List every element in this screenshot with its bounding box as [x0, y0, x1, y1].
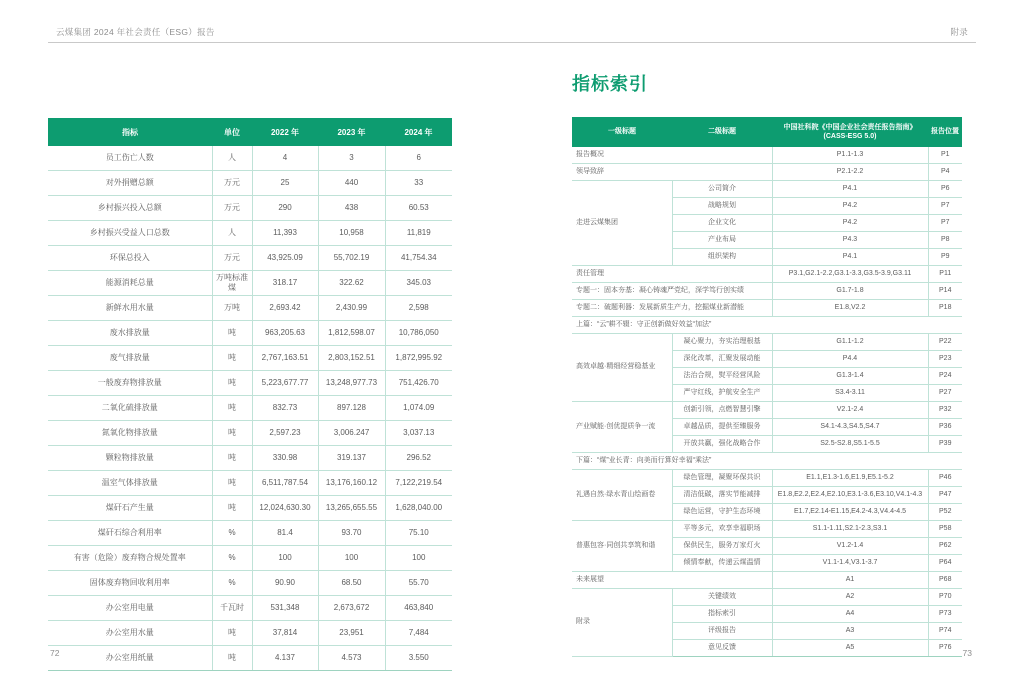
kpi-unit: 吨	[212, 446, 252, 471]
kpi-unit: 吨	[212, 421, 252, 446]
index-row	[572, 521, 962, 538]
kpi-value: 4.573	[318, 646, 385, 671]
kpi-row	[48, 546, 452, 571]
kpi-value: 897.128	[318, 396, 385, 421]
index-level2-title: 深化改革，汇聚发展动能	[672, 351, 772, 368]
index-cass-code: A4	[772, 606, 928, 623]
index-row	[572, 572, 962, 589]
index-report-position: P68	[928, 572, 962, 589]
index-report-position: P46	[928, 470, 962, 487]
index-level2-title: 公司简介	[672, 181, 772, 198]
index-report-position: P18	[928, 300, 962, 317]
kpi-indicator: 有害（危险）废弃物合规处置率	[48, 546, 212, 571]
index-row	[572, 266, 962, 283]
kpi-unit: %	[212, 521, 252, 546]
index-level2-title: 倾情奉献，传递云煤温情	[672, 555, 772, 572]
kpi-value: 12,024,630.30	[252, 496, 318, 521]
index-report-position: P58	[928, 521, 962, 538]
index-cass-code: G1.1-1.2	[772, 334, 928, 351]
kpi-value: 10,786,050	[385, 321, 452, 346]
kpi-row	[48, 621, 452, 646]
kpi-value: 531,348	[252, 596, 318, 621]
index-level2-title: 企业文化	[672, 215, 772, 232]
kpi-indicator: 颗粒物排放量	[48, 446, 212, 471]
section-label: 附录	[950, 27, 968, 37]
kpi-unit: 万元	[212, 196, 252, 221]
kpi-indicator: 员工伤亡人数	[48, 146, 212, 171]
index-level2-title: 严守红线，护航安全生产	[672, 385, 772, 402]
kpi-value: 75.10	[385, 521, 452, 546]
index-cass-code: V1.2-1.4	[772, 538, 928, 555]
kpi-unit: %	[212, 546, 252, 571]
kpi-value: 100	[252, 546, 318, 571]
index-report-position: P39	[928, 436, 962, 453]
index-report-position: P47	[928, 487, 962, 504]
kpi-unit: 千瓦时	[212, 596, 252, 621]
index-level1-title: 高效卓越·精细经营稳基业	[572, 334, 672, 402]
kpi-unit: 吨	[212, 621, 252, 646]
kpi-col-header: 2023 年	[318, 118, 385, 146]
kpi-value: 43,925.09	[252, 246, 318, 271]
index-cass-code: P1.1-1.3	[772, 147, 928, 164]
kpi-unit: 万元	[212, 246, 252, 271]
kpi-value: 3.550	[385, 646, 452, 671]
kpi-value: 93.70	[318, 521, 385, 546]
kpi-value: 81.4	[252, 521, 318, 546]
kpi-value: 4.137	[252, 646, 318, 671]
kpi-value: 11,393	[252, 221, 318, 246]
kpi-value: 2,598	[385, 296, 452, 321]
index-col-header: 报告位置	[928, 117, 962, 147]
index-level1-title: 走进云煤集团	[572, 181, 672, 266]
kpi-value: 100	[318, 546, 385, 571]
index-level1-title: 产业赋能·创优提质争一流	[572, 402, 672, 453]
kpi-row	[48, 171, 452, 196]
kpi-value: 6,511,787.54	[252, 471, 318, 496]
kpi-value: 13,265,655.55	[318, 496, 385, 521]
kpi-indicator: 废水排放量	[48, 321, 212, 346]
page-number-left: 72	[50, 648, 60, 658]
index-col-header: 一级标题	[572, 117, 672, 147]
index-level2-title: 评级报告	[672, 623, 772, 640]
index-report-position: P14	[928, 283, 962, 300]
kpi-value: 41,754.34	[385, 246, 452, 271]
kpi-value: 345.03	[385, 271, 452, 296]
kpi-value: 68.50	[318, 571, 385, 596]
index-report-position: P8	[928, 232, 962, 249]
index-level2-title: 绿色运营，守护生态环境	[672, 504, 772, 521]
kpi-unit: 吨	[212, 346, 252, 371]
index-report-position: P7	[928, 198, 962, 215]
index-level1-title: 未来展望	[572, 572, 772, 589]
index-report-position: P6	[928, 181, 962, 198]
index-level2-title: 清洁低碳，落实节能减排	[672, 487, 772, 504]
kpi-table	[48, 118, 452, 671]
kpi-value: 2,430.99	[318, 296, 385, 321]
kpi-value: 322.62	[318, 271, 385, 296]
index-report-position: P64	[928, 555, 962, 572]
index-level2-title: 凝心聚力，夯实治理根基	[672, 334, 772, 351]
kpi-row	[48, 396, 452, 421]
index-section-title: 指标索引	[572, 74, 648, 94]
kpi-row	[48, 521, 452, 546]
index-cass-code: A1	[772, 572, 928, 589]
kpi-value: 23,951	[318, 621, 385, 646]
index-level2-title: 指标索引	[672, 606, 772, 623]
kpi-indicator: 废气排放量	[48, 346, 212, 371]
index-level2-title: 保供民生，服务万家灯火	[672, 538, 772, 555]
index-report-position: P4	[928, 164, 962, 181]
index-cass-code: P4.2	[772, 198, 928, 215]
index-cass-code: E1.8,E2.2,E2.4,E2.10,E3.1-3.6,E3.10,V4.1-4.3	[772, 487, 928, 504]
kpi-value: 318.17	[252, 271, 318, 296]
header-rule	[48, 42, 976, 43]
index-report-position: P74	[928, 623, 962, 640]
kpi-value: 3,037.13	[385, 421, 452, 446]
kpi-value: 7,122,219.54	[385, 471, 452, 496]
kpi-row	[48, 271, 452, 296]
kpi-row	[48, 246, 452, 271]
kpi-indicator: 乡村振兴投入总额	[48, 196, 212, 221]
index-row	[572, 470, 962, 487]
index-col-header: 中国社科院《中国企业社会责任报告指南》 (CASS-ESG 5.0)	[772, 117, 928, 147]
kpi-indicator: 乡村振兴受益人口总数	[48, 221, 212, 246]
index-cass-code: A2	[772, 589, 928, 606]
kpi-row	[48, 496, 452, 521]
index-cass-code: P4.2	[772, 215, 928, 232]
index-report-position: P73	[928, 606, 962, 623]
index-report-position: P24	[928, 368, 962, 385]
kpi-indicator: 一般废弃物排放量	[48, 371, 212, 396]
kpi-row	[48, 471, 452, 496]
index-cass-code: P2.1-2.2	[772, 164, 928, 181]
index-level1-title: 责任管理	[572, 266, 772, 283]
kpi-value: 438	[318, 196, 385, 221]
kpi-row	[48, 321, 452, 346]
kpi-unit: 人	[212, 221, 252, 246]
kpi-row	[48, 196, 452, 221]
kpi-value: 3,006.247	[318, 421, 385, 446]
running-header	[48, 24, 976, 44]
index-level2-title: 关键绩效	[672, 589, 772, 606]
index-level2-title: 组织架构	[672, 249, 772, 266]
index-level1-title: 礼遇自然·绿水青山绘画卷	[572, 470, 672, 521]
kpi-table-header	[48, 118, 452, 146]
kpi-value: 33	[385, 171, 452, 196]
kpi-value: 296.52	[385, 446, 452, 471]
kpi-row	[48, 571, 452, 596]
index-cass-code: P4.4	[772, 351, 928, 368]
kpi-value: 60.53	[385, 196, 452, 221]
index-cass-code: S3.4-3.11	[772, 385, 928, 402]
kpi-value: 290	[252, 196, 318, 221]
kpi-indicator: 新鲜水用水量	[48, 296, 212, 321]
kpi-value: 4	[252, 146, 318, 171]
kpi-indicator: 对外捐赠总额	[48, 171, 212, 196]
kpi-value: 55,702.19	[318, 246, 385, 271]
index-row	[572, 164, 962, 181]
kpi-value: 37,814	[252, 621, 318, 646]
kpi-row	[48, 646, 452, 671]
index-cass-code: E1.7,E2.14-E1.15,E4.2-4.3,V4.4-4.5	[772, 504, 928, 521]
index-report-position: P62	[928, 538, 962, 555]
index-cass-code: A3	[772, 623, 928, 640]
index-part-title: 下篇：“煤”业长青：向美而行算好幸福“乘法”	[572, 453, 962, 470]
index-report-position: P52	[928, 504, 962, 521]
index-cass-code: P3.1,G2.1-2.2,G3.1-3.3,G3.5-3.9,G3.11	[772, 266, 928, 283]
index-cass-code: G1.3-1.4	[772, 368, 928, 385]
index-level1-title: 普惠包容·同创共享筑和谐	[572, 521, 672, 572]
kpi-unit: 吨	[212, 321, 252, 346]
kpi-unit: 人	[212, 146, 252, 171]
kpi-row	[48, 371, 452, 396]
kpi-value: 7,484	[385, 621, 452, 646]
kpi-indicator: 环保总投入	[48, 246, 212, 271]
kpi-value: 751,426.70	[385, 371, 452, 396]
kpi-value: 55.70	[385, 571, 452, 596]
kpi-indicator: 氮氧化物排放量	[48, 421, 212, 446]
index-cass-code: G1.7-1.8	[772, 283, 928, 300]
kpi-indicator: 温室气体排放量	[48, 471, 212, 496]
kpi-row	[48, 446, 452, 471]
index-report-position: P23	[928, 351, 962, 368]
index-cass-code: V2.1-2.4	[772, 402, 928, 419]
index-table-header	[572, 117, 962, 147]
index-report-position: P9	[928, 249, 962, 266]
index-cass-code: P4.1	[772, 249, 928, 266]
kpi-value: 25	[252, 171, 318, 196]
index-row	[572, 300, 962, 317]
kpi-indicator: 办公室用纸量	[48, 646, 212, 671]
index-report-position: P76	[928, 640, 962, 657]
index-level2-title: 产业布局	[672, 232, 772, 249]
index-row	[572, 334, 962, 351]
index-table	[572, 117, 962, 657]
index-level2-title: 法治合规，熨平经营风险	[672, 368, 772, 385]
kpi-value: 2,597.23	[252, 421, 318, 446]
index-report-position: P7	[928, 215, 962, 232]
index-row	[572, 589, 962, 606]
index-cass-code: V1.1-1.4,V3.1-3.7	[772, 555, 928, 572]
index-cass-code: S4.1-4.3,S4.5,S4.7	[772, 419, 928, 436]
kpi-value: 440	[318, 171, 385, 196]
index-row	[572, 317, 962, 334]
kpi-row	[48, 596, 452, 621]
page-number-right: 73	[962, 648, 972, 658]
kpi-value: 2,803,152.51	[318, 346, 385, 371]
kpi-indicator: 办公室用水量	[48, 621, 212, 646]
kpi-row	[48, 296, 452, 321]
index-level1-title: 专题二：破题利器：发展新质生产力，挖掘煤业新潜能	[572, 300, 772, 317]
kpi-unit: %	[212, 571, 252, 596]
kpi-value: 3	[318, 146, 385, 171]
kpi-unit: 吨	[212, 646, 252, 671]
index-level1-title: 报告概况	[572, 147, 772, 164]
index-level2-title: 平等多元，欢享幸福职场	[672, 521, 772, 538]
index-row	[572, 402, 962, 419]
kpi-indicator: 办公室用电量	[48, 596, 212, 621]
kpi-value: 1,628,040.00	[385, 496, 452, 521]
kpi-col-header: 2022 年	[252, 118, 318, 146]
kpi-value: 2,693.42	[252, 296, 318, 321]
index-row	[572, 181, 962, 198]
kpi-row	[48, 421, 452, 446]
kpi-unit: 万元	[212, 171, 252, 196]
kpi-col-header: 2024 年	[385, 118, 452, 146]
kpi-value: 963,205.63	[252, 321, 318, 346]
index-report-position: P22	[928, 334, 962, 351]
kpi-value: 1,872,995.92	[385, 346, 452, 371]
index-cass-code: A5	[772, 640, 928, 657]
index-cass-code: E1.8,V2.2	[772, 300, 928, 317]
kpi-row	[48, 221, 452, 246]
kpi-value: 100	[385, 546, 452, 571]
kpi-col-header: 单位	[212, 118, 252, 146]
index-level2-title: 卓越品质，提供至臻服务	[672, 419, 772, 436]
index-cass-code: P4.3	[772, 232, 928, 249]
kpi-value: 2,673,672	[318, 596, 385, 621]
index-table-container	[572, 117, 962, 657]
index-level2-title: 绿色管理，凝聚环保共识	[672, 470, 772, 487]
index-report-position: P27	[928, 385, 962, 402]
index-row	[572, 283, 962, 300]
index-level2-title: 创新引领，点燃智慧引擎	[672, 402, 772, 419]
kpi-value: 10,958	[318, 221, 385, 246]
index-cass-code: S2.5-S2.8,S5.1-5.5	[772, 436, 928, 453]
index-cass-code: P4.1	[772, 181, 928, 198]
kpi-value: 463,840	[385, 596, 452, 621]
kpi-unit: 万吨标准煤	[212, 271, 252, 296]
index-level2-title: 开放共赢，强化战略合作	[672, 436, 772, 453]
kpi-value: 330.98	[252, 446, 318, 471]
index-part-title: 上篇：“云”耕不辍：守正创新做好效益“加法”	[572, 317, 962, 334]
index-report-position: P36	[928, 419, 962, 436]
kpi-value: 1,074.09	[385, 396, 452, 421]
index-report-position: P11	[928, 266, 962, 283]
kpi-row	[48, 146, 452, 171]
kpi-indicator: 能源消耗总量	[48, 271, 212, 296]
index-report-position: P32	[928, 402, 962, 419]
report-title: 云煤集团 2024 年社会责任（ESG）报告	[56, 27, 215, 37]
index-cass-code: S1.1-1.11,S2.1-2.3,S3.1	[772, 521, 928, 538]
kpi-value: 11,819	[385, 221, 452, 246]
kpi-value: 319.137	[318, 446, 385, 471]
index-level1-title: 附录	[572, 589, 672, 657]
kpi-indicator: 固体废弃物回收利用率	[48, 571, 212, 596]
index-level2-title: 战略规划	[672, 198, 772, 215]
kpi-value: 6	[385, 146, 452, 171]
kpi-value: 5,223,677.77	[252, 371, 318, 396]
kpi-unit: 万吨	[212, 296, 252, 321]
kpi-value: 832.73	[252, 396, 318, 421]
index-cass-code: E1.1,E1.3-1.6,E1.9,E5.1-5.2	[772, 470, 928, 487]
kpi-col-header: 指标	[48, 118, 212, 146]
index-level1-title: 领导致辞	[572, 164, 772, 181]
kpi-value: 13,176,160.12	[318, 471, 385, 496]
index-col-header: 二级标题	[672, 117, 772, 147]
kpi-unit: 吨	[212, 396, 252, 421]
index-row	[572, 453, 962, 470]
kpi-table-container	[48, 118, 452, 671]
kpi-indicator: 煤矸石综合利用率	[48, 521, 212, 546]
kpi-value: 13,248,977.73	[318, 371, 385, 396]
index-level1-title: 专题一：固本夯基：凝心铸魂严党纪，深学笃行创实绩	[572, 283, 772, 300]
index-level2-title: 意见反馈	[672, 640, 772, 657]
kpi-indicator: 煤矸石产生量	[48, 496, 212, 521]
kpi-unit: 吨	[212, 371, 252, 396]
index-report-position: P1	[928, 147, 962, 164]
kpi-value: 2,767,163.51	[252, 346, 318, 371]
index-report-position: P70	[928, 589, 962, 606]
kpi-value: 90.90	[252, 571, 318, 596]
kpi-unit: 吨	[212, 496, 252, 521]
kpi-indicator: 二氧化硫排放量	[48, 396, 212, 421]
kpi-unit: 吨	[212, 471, 252, 496]
kpi-value: 1,812,598.07	[318, 321, 385, 346]
kpi-row	[48, 346, 452, 371]
index-row	[572, 147, 962, 164]
